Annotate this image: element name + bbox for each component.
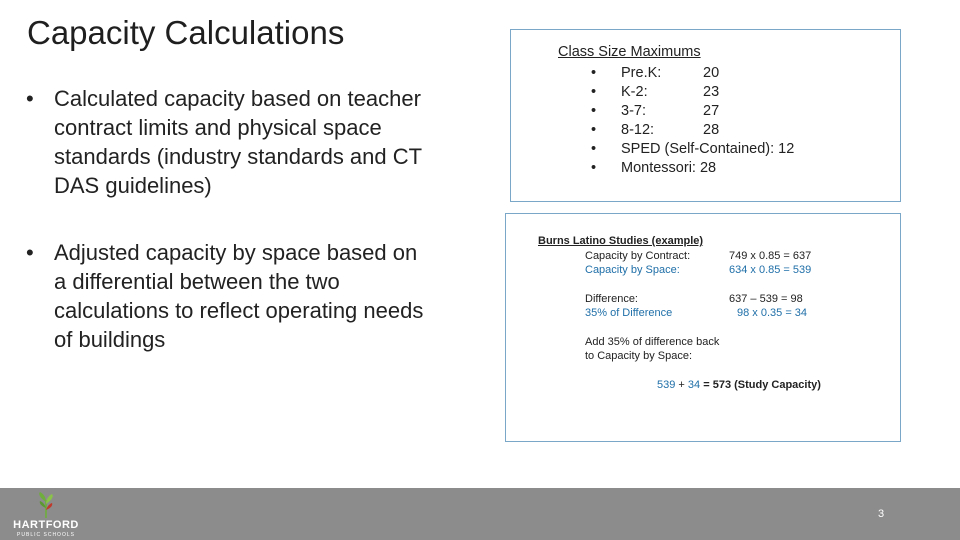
example-box xyxy=(505,213,901,442)
main-bullet-list xyxy=(26,84,426,354)
difference-calc: 637 – 539 = 98 xyxy=(729,293,803,305)
logo-text: HARTFORD xyxy=(13,519,79,531)
hartford-logo xyxy=(10,492,82,538)
note-line-2: to Capacity by Space: xyxy=(585,350,693,362)
class-size-label: SPED (Self-Contained): 12 xyxy=(621,141,795,157)
class-size-value: 23 xyxy=(703,84,720,100)
space-label: Capacity by Space: xyxy=(585,264,680,276)
class-size-list xyxy=(591,64,794,178)
class-size-value: 28 xyxy=(703,122,720,138)
bullet-dot: • xyxy=(591,84,597,100)
final-term-diff: 34 xyxy=(687,379,701,391)
class-size-label: 3-7: xyxy=(621,103,646,119)
note-line-1: Add 35% of difference back xyxy=(585,336,720,348)
class-size-item xyxy=(591,121,794,140)
example-title: Burns Latino Studies (example) xyxy=(538,235,704,247)
class-size-item xyxy=(591,140,794,159)
bullet-dot: • xyxy=(26,86,34,111)
class-size-item xyxy=(591,159,794,178)
final-result: = 573 (Study Capacity) xyxy=(703,379,821,391)
class-size-label: K-2: xyxy=(621,84,648,100)
page-number: 3 xyxy=(878,508,885,520)
logo-subtext: PUBLIC SCHOOLS xyxy=(17,532,75,538)
contract-calc: 749 x 0.85 = 637 xyxy=(729,250,812,262)
bullet-dot: • xyxy=(591,141,597,157)
percent-calc: 98 x 0.35 = 34 xyxy=(737,307,808,319)
footer-bar xyxy=(0,488,960,540)
bullet-item xyxy=(26,238,426,354)
bullet-dot: • xyxy=(591,65,597,81)
difference-label: Difference: xyxy=(585,293,638,305)
bullet-item xyxy=(26,84,426,200)
final-equation xyxy=(657,378,821,393)
class-size-value: 20 xyxy=(703,65,720,81)
class-size-item xyxy=(591,83,794,102)
final-plus: + xyxy=(678,379,685,391)
slide-title: Capacity Calculations xyxy=(27,14,345,51)
percent-label: 35% of Difference xyxy=(585,307,673,319)
class-size-box xyxy=(510,29,901,202)
bullet-dot: • xyxy=(591,122,597,138)
class-size-value: 27 xyxy=(703,103,720,119)
class-size-item xyxy=(591,64,794,83)
class-size-label: Montessori: 28 xyxy=(621,160,717,176)
bullet-dot: • xyxy=(591,103,597,119)
space-calc: 634 x 0.85 = 539 xyxy=(729,264,812,276)
leaf-icon xyxy=(10,492,82,520)
final-term-space: 539 xyxy=(657,379,676,391)
bullet-dot: • xyxy=(26,240,34,265)
class-size-title: Class Size Maximums xyxy=(558,44,701,60)
class-size-label: Pre.K: xyxy=(621,65,662,81)
class-size-label: 8-12: xyxy=(621,122,655,138)
contract-label: Capacity by Contract: xyxy=(585,250,691,262)
class-size-item xyxy=(591,102,794,121)
bullet-text: Calculated capacity based on teacher contract limits and physical space standards (industry standards and CT DAS guidelines) xyxy=(54,86,422,198)
bullet-dot: • xyxy=(591,160,597,176)
bullet-text: Adjusted capacity by space based on a differential between the two calculations to reflect operating needs of buildings xyxy=(54,240,424,352)
